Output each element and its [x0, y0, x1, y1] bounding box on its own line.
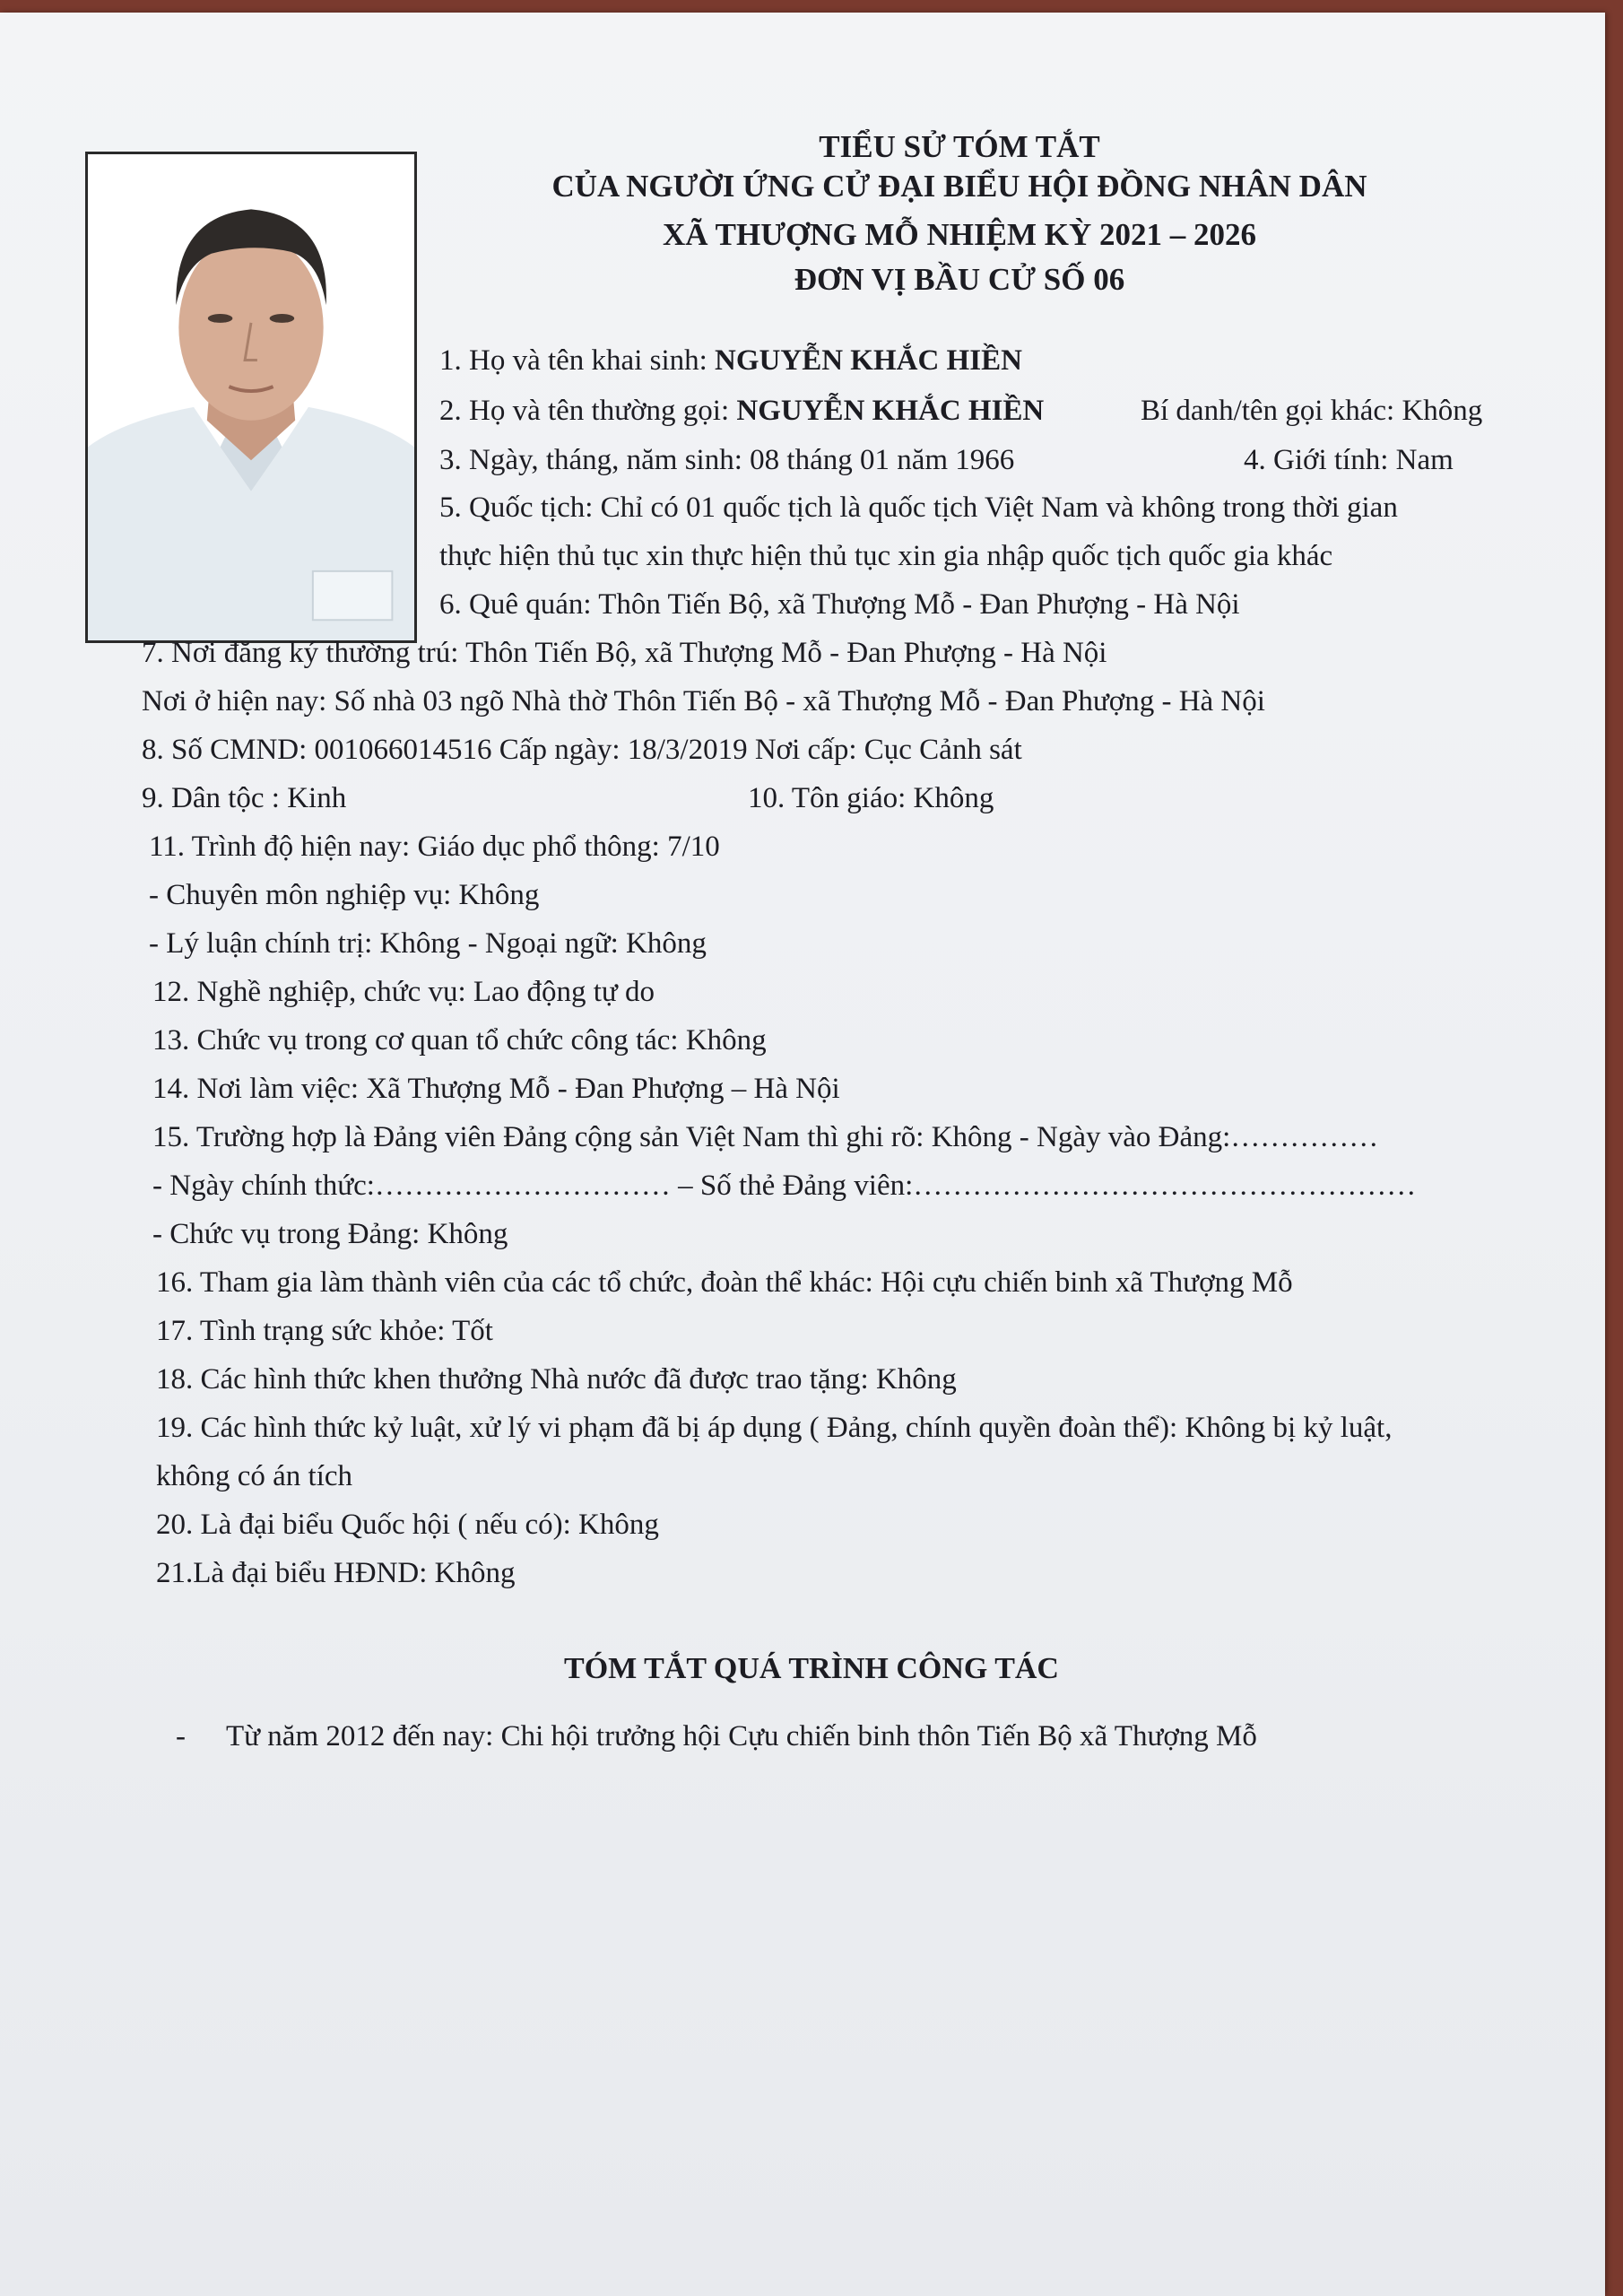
- field-id-card: 8. Số CMND: 001066014516 Cấp ngày: 18/3/2019 Nơi cấp: Cục Cảnh sát: [142, 734, 1022, 766]
- field-party-position: - Chức vụ trong Đảng: Không: [152, 1218, 508, 1250]
- doc-title-line-4: ĐƠN VỊ BẦU CỬ SỐ 06: [794, 262, 1125, 297]
- field-council-delegate: 21.Là đại biểu HĐND: Không: [156, 1557, 516, 1589]
- field-party-member: 15. Trường hợp là Đảng viên Đảng cộng sản Việt Nam thì ghi rõ: Không - Ngày vào Đảng:……………: [152, 1121, 1379, 1153]
- field-professional: - Chuyên môn nghiệp vụ: Không: [149, 879, 540, 911]
- field-discipline-cont: không có án tích: [156, 1460, 353, 1492]
- doc-title-line-3: XÃ THƯỢNG MỖ NHIỆM KỲ 2021 – 2026: [662, 217, 1257, 252]
- field-nationality-cont: thực hiện thủ tục xin thực hiện thủ tục xin gia nhập quốc tịch quốc gia khác: [439, 540, 1333, 572]
- field-nationality: 5. Quốc tịch: Chỉ có 01 quốc tịch là quốc tịch Việt Nam và không trong thời gian: [439, 491, 1398, 524]
- field-religion: 10. Tôn giáo: Không: [748, 782, 994, 814]
- document-page: [0, 13, 1605, 2296]
- field-permanent-residence: 7. Nơi đăng ký thường trú: Thôn Tiến Bộ, xã Thượng Mỗ - Đan Phượng - Hà Nội: [142, 637, 1107, 669]
- field-political-theory: - Lý luận chính trị: Không - Ngoại ngữ: Không: [149, 927, 707, 960]
- field-education: 11. Trình độ hiện nay: Giáo dục phổ thông: 7/10: [149, 831, 720, 863]
- field-current-residence: Nơi ở hiện nay: Số nhà 03 ngõ Nhà thờ Thôn Tiến Bộ - xã Thượng Mỗ - Đan Phượng - Hà Nội: [142, 685, 1265, 718]
- field-workplace: 14. Nơi làm việc: Xã Thượng Mỗ - Đan Phượng – Hà Nội: [152, 1073, 840, 1105]
- field-birth-name: 1. Họ và tên khai sinh: NGUYỄN KHẮC HIỀN: [439, 344, 1022, 377]
- field-organizations: 16. Tham gia làm thành viên của các tổ chức, đoàn thể khác: Hội cựu chiến binh xã Thượng Mỗ: [156, 1266, 1293, 1299]
- field-health: 17. Tình trạng sức khỏe: Tốt: [156, 1315, 493, 1347]
- work-bullet: -: [176, 1720, 186, 1752]
- field-party-official-date: - Ngày chính thức:………………………… – Số thẻ Đảng viên:……………………………………………: [152, 1170, 1417, 1202]
- doc-title-line-1: TIỂU SỬ TÓM TẮT: [819, 129, 1100, 164]
- field-birth-date: 3. Ngày, tháng, năm sinh: 08 tháng 01 năm 1966: [439, 444, 1015, 476]
- field-hometown: 6. Quê quán: Thôn Tiến Bộ, xã Thượng Mỗ - Đan Phượng - Hà Nội: [439, 588, 1240, 621]
- field-discipline: 19. Các hình thức kỷ luật, xử lý vi phạm đã bị áp dụng ( Đảng, chính quyền đoàn thể): Không bị kỷ luật,: [156, 1412, 1393, 1444]
- portrait-photo: [85, 152, 417, 643]
- work-item: Từ năm 2012 đến nay: Chi hội trưởng hội Cựu chiến binh thôn Tiến Bộ xã Thượng Mỗ: [226, 1720, 1257, 1752]
- field-common-name: 2. Họ và tên thường gọi: NGUYỄN KHẮC HIỀN: [439, 395, 1045, 427]
- field-gender: 4. Giới tính: Nam: [1244, 444, 1454, 476]
- portrait-image: [88, 154, 414, 640]
- field-position: 13. Chức vụ trong cơ quan tổ chức công tác: Không: [152, 1024, 767, 1057]
- field-alias: Bí danh/tên gọi khác: Không: [1141, 395, 1483, 427]
- work-history-heading: TÓM TẮT QUÁ TRÌNH CÔNG TÁC: [564, 1652, 1059, 1685]
- field-national-assembly: 20. Là đại biểu Quốc hội ( nếu có): Không: [156, 1509, 659, 1541]
- doc-title-line-2: CỦA NGƯỜI ỨNG CỬ ĐẠI BIỂU HỘI ĐỒNG NHÂN DÂN: [551, 169, 1367, 204]
- field-ethnicity: 9. Dân tộc : Kinh: [142, 782, 347, 814]
- field-awards: 18. Các hình thức khen thưởng Nhà nước đã được trao tặng: Không: [156, 1363, 957, 1396]
- field-occupation: 12. Nghề nghiệp, chức vụ: Lao động tự do: [152, 976, 655, 1008]
